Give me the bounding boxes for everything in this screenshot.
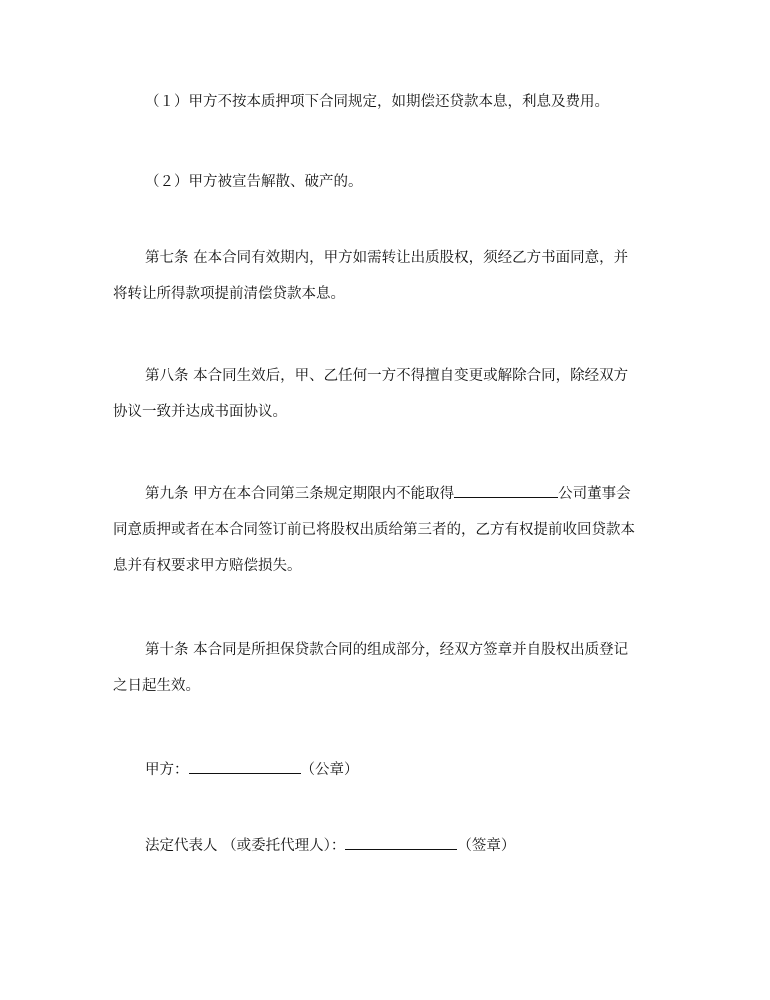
article-9 (113, 476, 658, 584)
article-8 (113, 358, 658, 430)
article-9-line-1-after: 公司董事会 (558, 486, 631, 502)
article-7-line-2: 将转让所得款项提前清偿贷款本息。 (113, 286, 345, 302)
article-9-line-1-before: 第九条 甲方在本合同第三条规定期限内不能取得 (145, 486, 455, 502)
article-7-line-1: 第七条 在本合同有效期内，甲方如需转让出质股权，须经乙方书面同意，并 (145, 250, 629, 266)
article-7 (113, 240, 658, 312)
article-9-line-2: 同意质押或者在本合同签订前已将股权出质给第三者的，乙方有权提前收回贷款本 (113, 522, 635, 538)
representative-signature-blank (345, 835, 457, 850)
clause-item-1-text: （１）甲方不按本质押项下合同规定，如期偿还贷款本息，利息及费用。 (145, 94, 609, 110)
party-a-seal-note: （公章） (300, 762, 359, 778)
article-9-line-1 (113, 476, 658, 512)
representative-sign-note: （签章） (457, 838, 516, 854)
representative-label: 法定代表人 （或委托代理人）： (145, 838, 346, 854)
article-10-line-1: 第十条 本合同是所担保贷款合同的组成部分，经双方签章并自股权出质登记 (145, 642, 629, 658)
clause-item-1 (113, 84, 658, 120)
article-10-line-2: 之日起生效。 (113, 678, 200, 694)
article-10 (113, 632, 658, 704)
article-8-line-1: 第八条 本合同生效后，甲、乙任何一方不得擅自变更或解除合同，除经双方 (145, 368, 629, 384)
clause-item-2 (113, 164, 658, 200)
company-name-blank (454, 483, 558, 498)
representative-signature (113, 828, 658, 864)
article-9-line-3: 息并有权要求甲方赔偿损失。 (113, 558, 302, 574)
party-a-signature-blank (189, 759, 301, 774)
clause-item-2-text: （２）甲方被宣告解散、破产的。 (145, 174, 363, 190)
party-a-label: 甲方： (145, 762, 189, 778)
article-8-line-2: 协议一致并达成书面协议。 (113, 404, 287, 420)
party-a-signature (113, 752, 658, 788)
